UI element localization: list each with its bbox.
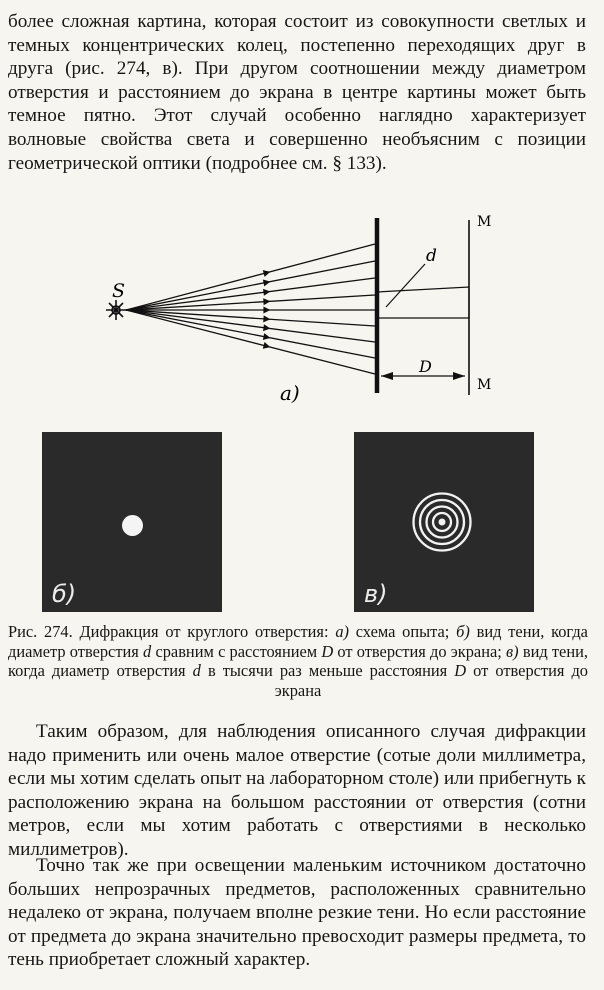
figure-caption [8,622,588,700]
caption-b-D: D [321,641,334,661]
caption-v-text2: в тысячи раз меньше расстояния [207,661,448,681]
panel-v [354,432,534,612]
caption-v-letter: в) [506,641,519,661]
ring-center-dot [439,519,446,526]
caption-intro: Рис. 274. Дифракция от круглого отверстия: [8,622,329,641]
ray-arrow [263,342,271,349]
hole-pointer [386,264,425,307]
caption-b-letter: б) [456,622,470,641]
diagram-a [0,200,604,415]
caption-a-letter: а) [335,622,349,641]
caption-v-d: d [192,661,201,681]
paragraph-middle: Таким образом, для наблюдения описанного случая дифракции надо применить или очень малое отверстие (сотые доли миллиметра, если мы хотим сделать опыт на лабораторном столе) или прибегнуть к расположению экрана на большом расстоянии от отверстия (сотни метров, если мы хотим работать с отверстиями в несколько миллиметров). [8,721,586,860]
ray-arrow [263,315,270,322]
source-label: S [112,280,126,302]
caption-b-text2: сравним с расстоянием [155,641,318,661]
bright-spot [122,515,143,536]
part-a-label: а) [280,381,300,405]
ray [126,310,375,358]
screen-label-bottom: M [477,377,492,393]
caption-b-d: d [143,641,152,661]
ray-arrow [263,270,271,277]
ray-arrow [263,298,270,305]
screen-label-top: M [477,214,492,230]
panel-b [42,432,222,612]
ray-arrow [263,279,271,286]
ray-arrow [263,333,271,340]
caption-v-text: вид тени, когда диаметр отверстия [8,641,588,681]
paragraph-bottom: Точно так же при освещении маленьким источником достаточно больших непрозрачных предметов, расположенных сравнительно недалеко от экрана, получаем вполне резкие тени. Но если расстояние от предмета до экрана значительно превосходит размеры предмета, то тень приобретает сложный характер. [8,855,586,971]
ray [126,244,375,310]
ray [126,310,375,374]
paragraph-top: более сложная картина, которая состоит из совокупности светлых и темных концентрических колец, постепенно переходящих друг в друга (рис. 274, в). При другом соотношении между диаметром отверстия и расстоянием до экрана в центре картины может быть темное пятно. Этот случай особенно наглядно характеризует волновые свойства света и совершенно необъясним с позиции геометрической оптики (подробнее см. § 133). [8,11,586,174]
caption-a-text: схема опыта; [355,622,450,641]
ray-arrow [263,307,270,314]
caption-b-text: вид тени, когда диаметр отверстия [8,622,588,661]
light-source-icon [106,300,126,320]
rays [126,244,375,374]
caption-v-D: D [454,661,467,681]
hole-label: d [426,246,437,266]
distance-label: D [419,357,432,376]
ray-arrow [263,324,270,331]
ray [126,310,375,342]
caption-v-text3: от отверстия до экрана [274,661,588,700]
ray [126,278,375,310]
caption-b-text3: от отверстия до экрана; [337,641,502,661]
panel-b-label: б) [52,580,77,608]
ray [126,310,375,326]
panel-v-label: в) [364,580,388,608]
ray-arrow [263,289,270,296]
